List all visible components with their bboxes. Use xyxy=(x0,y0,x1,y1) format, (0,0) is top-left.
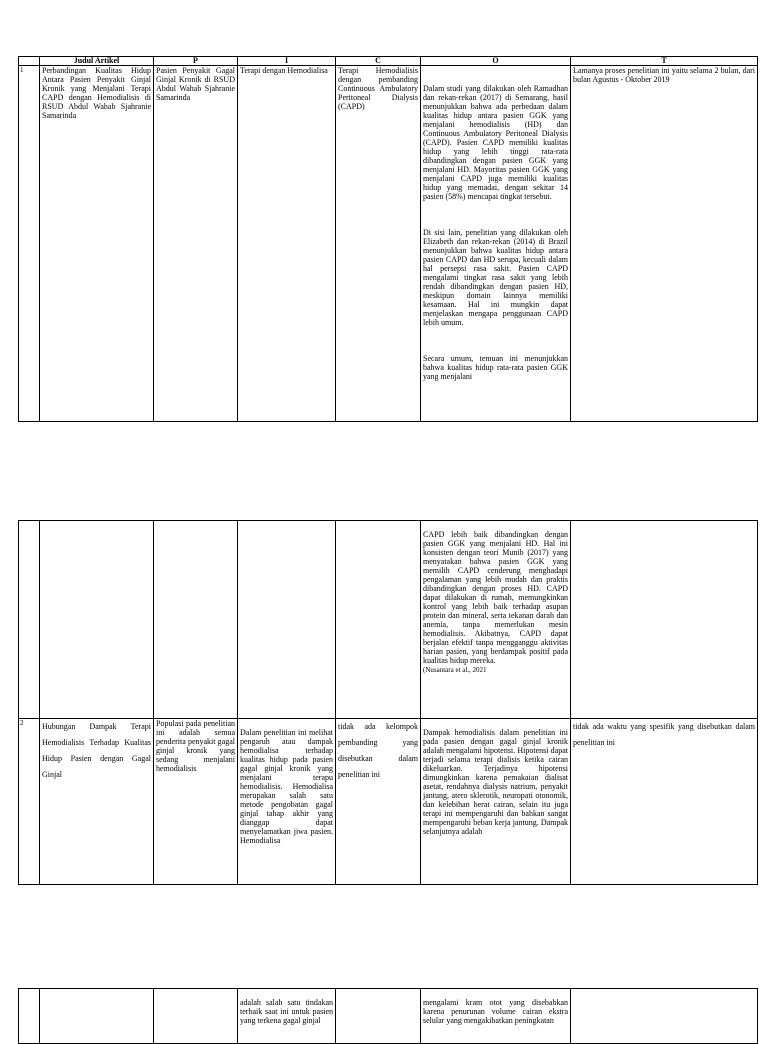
cell-o: Dampak hemodialisis dalam penelitian ini pada pasien dengan gagal ginjal kronik adalah mengalami hipotensi. Hipotensi dapat terjadi selama terapi dialisis ketika cairan dikeluarkan. Terjadinya hipotensi dimungkinkan karena pemakaian dialisat asetat, rendahnya dialysis natrium, penyakit jantung, atero sklerotik, neuropati otonomik, dan kelebihan berat cairan, selain itu juga terapi ini mempengaruhi dan bahkan sangat mempengaruhi beban kerja jantung. Dampak selanjutnya adalah xyxy=(421,719,571,885)
cell-judul: Hubungan Dampak Terapi Hemodialisis Terhadap Kualitas Hidup Pasien dengan Gagal Ginjal xyxy=(40,719,154,885)
citation: (Nusantara et al., 2021 xyxy=(423,666,487,674)
cell-o-continued: mengalami kram otot yang disebabkan karena penurunan volume cairan ekstra selular yang mengakibatkan peningkatan xyxy=(421,989,571,1044)
cell-i: Terapi dengan Hemodialisa xyxy=(238,66,336,422)
row-number: 1 xyxy=(19,66,40,422)
header-no xyxy=(19,57,40,66)
cell-p: Pasien Penyakit Gagal Ginjal Kronik di RSUD Abdul Wahab Sjahranie Samarinda xyxy=(154,66,238,422)
picot-table-page-1 xyxy=(18,56,758,422)
picot-table-page-2 xyxy=(18,520,758,885)
header-p: P xyxy=(154,57,238,66)
picot-table-page-3 xyxy=(18,988,758,1044)
cell-judul: Perbandingan Kualitas Hidup Antara Pasien Penyakit Ginjal Kronik yang Menjalani Terapi CAPD dengan Hemodialisis di RSUD Abdul Wahab Sjahranie Samarinda xyxy=(40,66,154,422)
table-row xyxy=(19,521,758,719)
cell-c: Terapi Hemodialisis dengan pembanding Continuous Ambulatory Peritoneal Dialysis (CAPD) xyxy=(336,66,421,422)
cell-o-paragraph: Di sisi lain, penelitian yang dilakukan oleh Elizabeth dan rekan-rekan (2014) di Brazil menunjukkan bahwa kualitas hidup antara pasien CAPD dan HD serupa, kecuali dalam hal persepsi rasa sakit. Pasien CAPD mengalami tingkat rasa sakit yang lebih rendah dibandingkan dengan pasien HD, meskipun domain lainnya memiliki kesamaan. Hal ini mungkin dapat menjelaskan mengapa penggunaan CAPD lebih umum. xyxy=(423,228,568,327)
cell-o-paragraph: Secara umum, temuan ini menunjukkan bahwa kualitas hidup rata-rata pasien GGK yang menjalani xyxy=(423,354,568,381)
header-c: C xyxy=(336,57,421,66)
header-judul-artikel: Judul Artikel xyxy=(40,57,154,66)
cell-o-paragraph: Dalam studi yang dilakukan oleh Ramadhan dan rekan-rekan (2017) di Semarang, hasil menunjukkan bahwa ada perbedaan dalam kualitas hidup antara pasien GGK yang menjalani hemodialisis (HD) dan Continuous Ambulatory Peritoneal Dialysis (CAPD). Pasien CAPD memiliki kualitas hidup yang lebih tinggi rata-rata dibandingkan dengan pasien GGK yang menjalani HD. Mayoritas pasien GGK yang menjalani CAPD juga memiliki kualitas hidup yang memadai, dengan sekitar 14 pasien (58%) mencapai tingkat tersebut. xyxy=(423,84,568,201)
cell-p: Populasi pada penelitian ini adalah semua penderita penyakit gagal ginjal kronik yang sedang menjalani hemodialisis xyxy=(154,719,238,885)
cell-t: tidak ada waktu yang spesifik yang disebutkan dalam penelitian ini xyxy=(571,719,758,885)
table-row xyxy=(19,989,758,1044)
cell-o-text: CAPD lebih baik dibandingkan dengan pasien GGK yang menjalani HD. Hal ini konsisten dengan teori Munib (2017) yang menyatakan bahwa pasien GGK yang memilih CAPD cenderung menghadapi pengalaman yang lebih mudah dan praktis dibandingkan dengan proses HD. CAPD dapat dilakukan di rumah, memungkinkan kontrol yang lebih baik terhadap asupan protein dan mineral, serta tekanan darah dan anemia, tanpa memerlukan mesin hemodialisis. Akibatnya, CAPD dapat berjalan efektif tanpa mengganggu aktivitas harian pasien, yang berdampak positif pada kualitas hidup mereka. xyxy=(423,530,568,665)
header-i: I xyxy=(238,57,336,66)
cell-i-continued: adalah salah satu tindakan terbaik saat ini untuk pasien yang terkena gagal ginjal xyxy=(238,989,336,1044)
header-o: O xyxy=(421,57,571,66)
cell-t: Lamanya proses penelitian ini yaitu selama 2 bulan, dari bulan Agustus - Oktober 2019 xyxy=(571,66,758,422)
header-t: T xyxy=(571,57,758,66)
cell-o xyxy=(421,66,571,422)
cell-o-continued xyxy=(421,521,571,719)
table-row xyxy=(19,719,758,885)
table-row xyxy=(19,66,758,422)
table-header-row xyxy=(19,57,758,66)
row-number: 2 xyxy=(19,719,40,885)
cell-c: tidak ada kelompok pembanding yang disebutkan dalam penelitian ini xyxy=(336,719,421,885)
cell-i: Dalam penelitian ini melihat pengaruh atau dampak hemodialisa terhadap kualitas hidup pada pasien gagal ginjal kronik yang menjalani terapu hemodialisis. Hemodialisa merupakan salah satu metode pengobatan gagal ginjal tahap akhir yang dianggap dapat menyelamatkan jiwa pasien. Hemodialisa xyxy=(238,719,336,885)
